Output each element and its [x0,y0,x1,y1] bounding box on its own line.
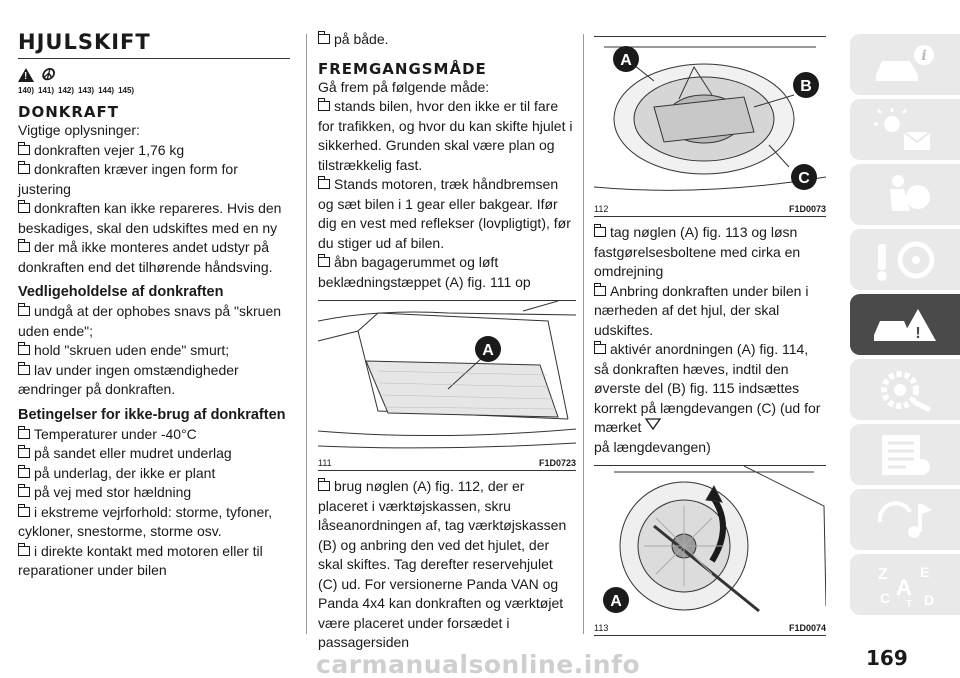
tab-maintenance[interactable] [850,359,960,420]
svg-text:Z: Z [878,565,888,583]
bullet-icon [18,546,30,556]
wheel-key-illustration [594,466,826,616]
bullet-icon [18,507,30,517]
bullet-icon [18,242,30,252]
list-item: der må ikke monteres andet udstyr på donkraften end det tilhørende håndsving. [18,239,273,275]
figure-code: F1D0074 [788,623,826,633]
list-item-continuation: på længdevangen) [594,438,711,455]
bullet-icon [18,145,30,155]
index-icon [870,561,940,609]
list-item: i direkte kontakt med motoren eller til reparationer under bilen [18,542,263,578]
warning-ref: 142) [58,86,75,95]
callout-a-label: A [620,52,632,69]
list-item: stands bilen, hvor den ikke er til fare for trafikken, og hvor du kan skifte hjulet i sikkerhed. Grunden skal være plan og tilstrækkelig fast. [318,98,573,173]
list-item: donkraften vejer 1,76 kg [18,141,290,161]
callout-c-label: C [798,170,810,187]
emergency-icon [870,301,940,349]
bullet-icon [18,203,30,213]
warning-ref: 140) [18,86,35,95]
callout-a-label: A [610,593,622,610]
heading-conditions: Betingelser for ikke-brug af donkraften [18,406,286,423]
warning-ref: 143) [78,86,95,95]
list-item: brug nøglen (A) fig. 112, der er placeret i værktøjskassen, skru låseanordningen af, tag værktøjskassen (B) og anbring den ved det hjulet, der skal skiftes. Tag derefter reservehjulet (C) ud. For versionerne Panda VAN og Panda 4x4 kan donkraften og værktøjet være placeret under forsædet i passagersiden [318,478,567,650]
bullet-icon [18,365,30,375]
heading-procedure: FREMGANGSMÅDE [318,59,487,78]
column-1 [18,30,290,581]
tab-index[interactable] [850,554,960,615]
bullet-icon [18,164,30,174]
list-item: lav under ingen omstændigheder ændringer på donkraften. [18,361,239,397]
figure-112 [594,36,826,217]
technical-data-icon [870,431,940,479]
tab-starting-driving[interactable] [850,229,960,290]
list-item: undgå at der ophobes snavs på "skruen uden ende"; [18,303,282,339]
bullet-icon [318,481,330,491]
spare-wheel-illustration [594,37,826,197]
bullet-icon [18,306,30,316]
chapter-index-sidebar [850,34,960,619]
svg-text:D: D [924,591,935,608]
tab-dashboard-lights[interactable] [850,99,960,160]
warning-ref: 141) [38,86,55,95]
multimedia-icon [870,496,940,544]
bullet-icon [18,345,30,355]
bullet-icon [318,257,330,267]
manual-book-icon: ☮ [40,65,55,84]
list-item: hold "skruen uden ende" smurt; [18,341,290,361]
list-item: på sandet eller mudret underlag [18,444,290,464]
figure-caption [594,621,826,635]
list-item: på både. [318,30,576,50]
list-item: Stands motoren, træk håndbremsen og sæt bilen i 1 gear eller bakgear. Ifør dig en vest med reflekser (lovpligtigt), før du stiger ud af bilen. [318,176,571,251]
figure-number: 112 [594,204,609,214]
list-item: Anbring donkraften under bilen i nærheden af det hjul, der skal udskiftes. [594,282,809,338]
list-item: donkraften kan ikke repareres. Hvis den beskadiges, skal den udskiftes med en ny [18,200,282,236]
svg-text:!: ! [915,324,921,342]
figure-number: 111 [318,458,332,468]
tab-safety[interactable] [850,164,960,225]
title-rule [18,58,290,59]
maintenance-icon [870,366,940,414]
bullet-icon [18,468,30,478]
bullet-icon [594,286,606,296]
tab-multimedia[interactable] [850,489,960,550]
column-divider [583,34,584,634]
bullet-icon [318,34,330,44]
svg-text:C: C [880,589,891,606]
column-2 [318,30,576,653]
page-title: HJULSKIFT [18,30,151,54]
figure-caption [318,456,576,470]
svg-text:A: A [896,574,912,600]
dashboard-lights-icon [870,106,940,154]
starting-driving-icon [870,236,940,284]
figure-caption [594,202,826,216]
list-item: i ekstreme vejrforhold: storme, tyfoner, cykloner, snestorme, storme osv. [18,503,273,539]
warning-triangle-icon: ! [18,68,34,82]
column-3 [594,30,826,642]
watermark: carmanualsonline.info [316,650,641,678]
figure-111 [318,300,576,471]
car-info-icon [870,41,940,89]
bullet-icon [318,179,330,189]
bullet-icon [318,101,330,111]
figure-code: F1D0073 [788,204,826,214]
svg-text:i: i [921,47,927,64]
trunk-carpet-illustration [318,301,576,451]
list-item: på vej med stor hældning [18,483,290,503]
svg-text:T: T [906,598,913,609]
warning-refs [18,86,290,95]
list-item: aktivér anordningen (A) fig. 114, så donkraften hæves, indtil den øverste del (B) fig. 115 indsættes korrekt på længdevangen (C) (ud for mærket [594,341,821,435]
heading-donkraft: DONKRAFT [18,103,120,121]
figure-code: F1D0723 [538,458,576,468]
figure-113 [594,465,826,636]
list-item: åbn bagagerummet og løft beklædningstæppet (A) fig. 111 op [318,254,531,290]
column-divider [306,34,307,634]
bullet-icon [594,344,606,354]
callout-b-label: B [800,78,812,95]
safety-airbag-icon [870,171,940,219]
page-number: 169 [866,646,908,670]
list-item: Temperaturer under -40°C [18,425,290,445]
tab-technical-data[interactable] [850,424,960,485]
warning-ref: 145) [118,86,135,95]
jack-point-mark-icon [645,418,661,430]
intro-text: Vigtige oplysninger: [18,122,140,138]
bullet-icon [18,448,30,458]
figure-number: 113 [594,623,609,633]
list-item: donkraften kræver ingen form for justering [18,161,238,197]
heading-maintenance: Vedligeholdelse af donkraften [18,284,224,300]
bullet-icon [18,429,30,439]
callout-a-label: A [482,342,494,359]
list-item: på underlag, der ikke er plant [18,464,290,484]
list-item: tag nøglen (A) fig. 113 og løsn fastgørelsesboltene med cirka en omdrejning [594,224,801,279]
bullet-icon [18,487,30,497]
warning-ref: 144) [98,86,115,95]
warning-symbols [18,65,290,84]
intro-text: Gå frem på følgende måde: [318,78,490,95]
svg-text:E: E [920,563,930,580]
tab-car-info[interactable] [850,34,960,95]
bullet-icon [594,227,606,237]
tab-emergency[interactable] [850,294,960,355]
